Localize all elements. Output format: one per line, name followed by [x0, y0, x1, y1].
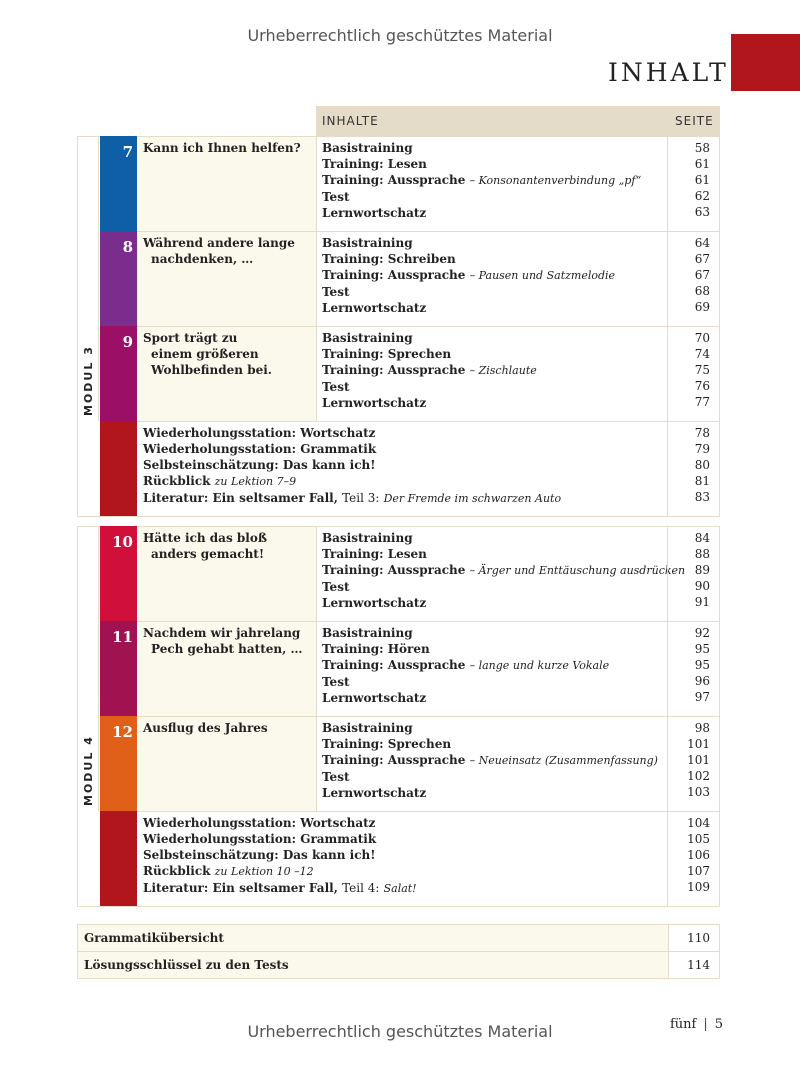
page-number: 61 [694, 157, 710, 171]
appendix-row-answer-key [77, 951, 720, 979]
lesson-pages [667, 621, 719, 716]
content-item-detail: – Pausen und Satzmelodie [469, 269, 616, 282]
content-item: Selbsteinschätzung: Das kann ich! [143, 848, 376, 862]
content-item: Rückblick zu Lektion 10 –12 [143, 864, 314, 878]
page-number: 63 [694, 205, 710, 219]
column-header-page: SEITE [667, 106, 720, 136]
watermark-top: Urheberrechtlich geschütztes Material [247, 26, 553, 45]
content-item: Training: Lesen [322, 547, 427, 561]
content-item-detail: – Zischlaute [469, 364, 537, 377]
content-item: Training: Aussprache – Ärger und Enttäuschung ausdrücken [322, 563, 686, 577]
title-accent-block [731, 34, 800, 91]
content-item: Lernwortschatz [322, 206, 427, 220]
content-item: Test [322, 770, 350, 784]
lesson-title-line: Sport trägt zu [143, 331, 238, 345]
lesson-number: 12 [100, 716, 137, 811]
page-number: 88 [694, 547, 710, 561]
page-number: 98 [694, 721, 710, 735]
page-number-digit: 5 [714, 1017, 724, 1032]
page-number: 79 [694, 442, 710, 456]
content-item: Training: Aussprache – Neueinsatz (Zusammenfassung) [322, 753, 658, 767]
lesson-number: 10 [100, 526, 137, 621]
lesson-title [137, 136, 316, 231]
review-contents [137, 811, 667, 906]
lesson-title [137, 716, 316, 811]
page-number: 95 [694, 642, 710, 656]
content-item-detail: – Neueinsatz (Zusammenfassung) [469, 754, 658, 767]
module-3-label: MODUL 3 [82, 345, 95, 416]
content-item: Training: Hören [322, 642, 430, 656]
content-item: Test [322, 675, 350, 689]
page-number: 106 [687, 848, 710, 862]
content-item: Basistraining [322, 531, 413, 545]
content-item: Lernwortschatz [322, 396, 427, 410]
content-item: Literatur: Ein seltsamer Fall, Teil 3: Der Fremde im schwarzen Auto [143, 491, 562, 505]
page-number: 97 [694, 690, 710, 704]
content-item: Training: Aussprache – Konsonantenverbindung „pf“ [322, 173, 642, 187]
content-item-detail: zu Lektion 10 –12 [214, 865, 314, 878]
page-number: 104 [687, 816, 710, 830]
content-item: Training: Sprechen [322, 347, 452, 361]
page-title: INHALT [608, 58, 729, 87]
page-number: 102 [687, 769, 710, 783]
content-item: Test [322, 285, 350, 299]
lesson-contents [316, 716, 667, 811]
content-item: Lernwortschatz [322, 596, 427, 610]
content-item: Test [322, 380, 350, 394]
page-number: 107 [687, 864, 710, 878]
page-number: 89 [694, 563, 710, 577]
lesson-title [137, 231, 316, 326]
page-number: 90 [694, 579, 710, 593]
page-number: 81 [694, 474, 710, 488]
content-item: Basistraining [322, 331, 413, 345]
lesson-pages [667, 231, 719, 326]
appendix-label: Lösungsschlüssel zu den Tests [78, 952, 668, 978]
content-item: Lernwortschatz [322, 691, 427, 705]
lesson-number: 9 [100, 326, 137, 421]
page-number: 67 [694, 252, 710, 266]
page-number: 96 [694, 674, 710, 688]
page-number: 101 [687, 737, 710, 751]
content-item: Literatur: Ein seltsamer Fall, Teil 4: Salat! [143, 881, 417, 895]
content-item: Test [322, 190, 350, 204]
lesson-number: 7 [100, 136, 137, 231]
watermark-bottom: Urheberrechtlich geschütztes Material [247, 1022, 553, 1041]
page-number: 78 [694, 426, 710, 440]
content-item-detail: zu Lektion 7–9 [214, 475, 297, 488]
page-number: 69 [694, 300, 710, 314]
page-number: 76 [694, 379, 710, 393]
content-item: Wiederholungsstation: Grammatik [143, 442, 377, 456]
lesson-contents [316, 526, 686, 621]
content-item-detail: – lange und kurze Vokale [469, 659, 610, 672]
lesson-contents [316, 326, 667, 421]
review-pages [667, 421, 719, 516]
page-number: 70 [694, 331, 710, 345]
page-number: 84 [694, 531, 710, 545]
page-number: 101 [687, 753, 710, 767]
content-item: Test [322, 580, 350, 594]
content-item: Training: Lesen [322, 157, 427, 171]
page-number: 61 [694, 173, 710, 187]
page-number: 62 [694, 189, 710, 203]
lesson-pages [667, 326, 719, 421]
content-item: Training: Aussprache – Zischlaute [322, 363, 537, 377]
lesson-pages [667, 716, 719, 811]
content-item: Rückblick zu Lektion 7–9 [143, 474, 297, 488]
page-number: 91 [694, 595, 710, 609]
appendix-label: Grammatikübersicht [78, 925, 668, 951]
content-item: Training: Aussprache – lange und kurze Vokale [322, 658, 610, 672]
page-number: 67 [694, 268, 710, 282]
content-item-detail: Der Fremde im schwarzen Auto [383, 492, 562, 505]
page-number: 75 [694, 363, 710, 377]
content-item: Basistraining [322, 626, 413, 640]
column-header-contents: INHALTE [316, 106, 667, 136]
lesson-title [137, 326, 316, 421]
page-number-word: fünf [670, 1017, 697, 1032]
page-number: 114 [668, 952, 719, 978]
lesson-title [137, 621, 316, 716]
lesson-title-line: anders gemacht! [151, 547, 265, 561]
page-number: 110 [668, 925, 719, 951]
page-number: 105 [687, 832, 710, 846]
lesson-pages [667, 136, 719, 231]
page-number: 92 [694, 626, 710, 640]
lesson-pages [667, 526, 719, 621]
content-item: Wiederholungsstation: Grammatik [143, 832, 377, 846]
content-item: Basistraining [322, 141, 413, 155]
page-number: 80 [694, 458, 710, 472]
page-number: 95 [694, 658, 710, 672]
lesson-number: 11 [100, 621, 137, 716]
content-item: Lernwortschatz [322, 786, 427, 800]
review-color-bar [100, 811, 137, 906]
lesson-title-line: Ausflug des Jahres [143, 721, 268, 735]
content-item: Basistraining [322, 721, 413, 735]
page-number: 64 [694, 236, 710, 250]
lesson-contents [316, 231, 667, 326]
footer-separator: | [703, 1017, 708, 1032]
content-item: Training: Aussprache – Pausen und Satzmelodie [322, 268, 616, 282]
content-item: Training: Sprechen [322, 737, 452, 751]
appendix-row-grammar [77, 924, 720, 952]
page-number: 109 [687, 880, 710, 894]
content-item-detail: – Konsonantenverbindung „pf“ [469, 174, 642, 187]
lesson-title-line: Wohlbefinden bei. [151, 363, 272, 377]
content-item: Lernwortschatz [322, 301, 427, 315]
lesson-title-line: nachdenken, … [151, 252, 254, 266]
content-item: Wiederholungsstation: Wortschatz [143, 426, 376, 440]
lesson-title-line: Nachdem wir jahrelang [143, 626, 301, 640]
content-item: Training: Schreiben [322, 252, 456, 266]
lesson-title-line: Hätte ich das bloß [143, 531, 267, 545]
content-item: Basistraining [322, 236, 413, 250]
page-number: 77 [694, 395, 710, 409]
lesson-contents [316, 136, 667, 231]
page-number: 74 [694, 347, 710, 361]
content-item-detail: Salat! [383, 882, 417, 895]
page-number: 68 [694, 284, 710, 298]
lesson-number: 8 [100, 231, 137, 326]
page-number: 103 [687, 785, 710, 799]
content-item: Selbsteinschätzung: Das kann ich! [143, 458, 376, 472]
page-number: 83 [694, 490, 710, 504]
content-item-detail: – Ärger und Enttäuschung ausdrücken [469, 564, 686, 577]
lesson-contents [316, 621, 667, 716]
module-4-label: MODUL 4 [82, 735, 95, 806]
content-item: Wiederholungsstation: Wortschatz [143, 816, 376, 830]
lesson-title [137, 526, 316, 621]
lesson-title-line: einem größeren [151, 347, 259, 361]
page-number: 58 [694, 141, 710, 155]
lesson-title-line: Kann ich Ihnen helfen? [143, 141, 301, 155]
review-pages [667, 811, 719, 906]
lesson-title-line: Während andere lange [143, 236, 295, 250]
lesson-title-line: Pech gehabt hatten, … [151, 642, 303, 656]
review-color-bar [100, 421, 137, 516]
review-contents [137, 421, 667, 516]
